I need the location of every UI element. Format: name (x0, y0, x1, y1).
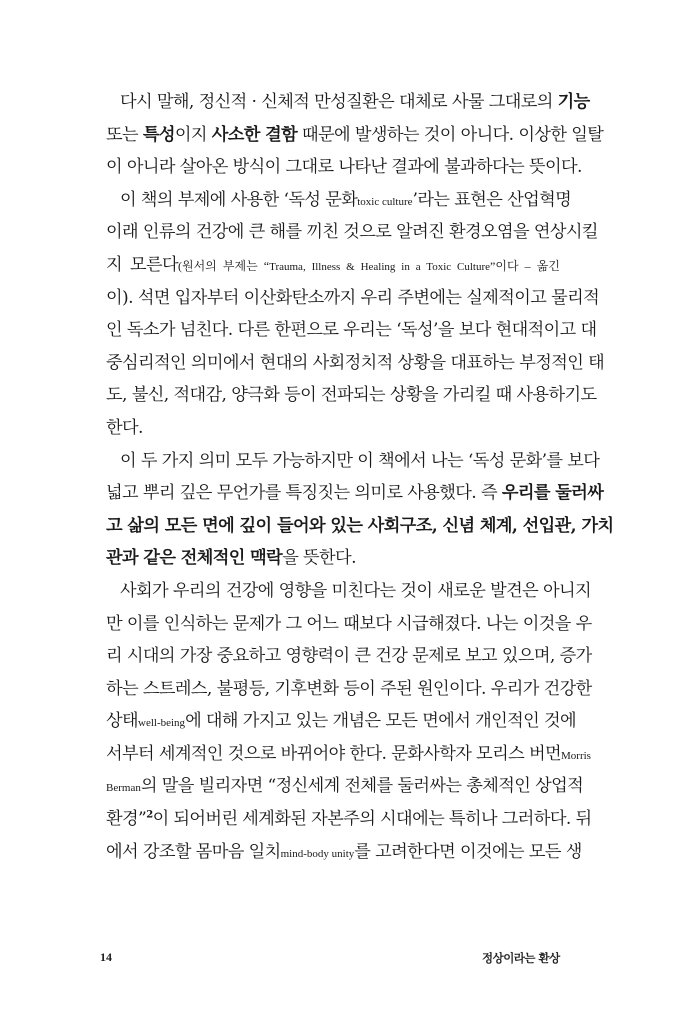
bold-text: 기능 (557, 92, 590, 112)
text-line (106, 119, 604, 152)
text-span: 지 모른다 (106, 254, 178, 275)
text-span: 이 두 가지 의미 모두 가능하지만 이 책에서 나는 ‘독성 문화’를 보다 (120, 450, 600, 471)
text-line (106, 445, 600, 478)
text-line (106, 803, 592, 836)
bold-text: 사소한 결함 (211, 124, 298, 145)
page-number: 14 (100, 950, 112, 964)
text-line (106, 282, 600, 315)
text-line (106, 738, 591, 771)
text-span: 리 시대의 가장 중요하고 영향력이 큰 건강 문제로 보고 있으며, 증가 (106, 646, 592, 667)
text-line (106, 347, 605, 380)
text-line (106, 184, 572, 217)
text-span: 넓고 뿌리 깊은 무언가를 특징짓는 의미로 사용했다. 즉 (106, 483, 502, 504)
text-span: 의 말을 빌리자면 “정신세계 전체를 둘러싸는 총체적인 상업적 (140, 776, 584, 797)
text-span: 이래 인류의 건강에 큰 해를 끼친 것으로 알려진 환경오염을 연상시킬 (106, 222, 598, 243)
text-span: 이). 석면 입자부터 이산화탄소까지 우리 주변에는 실제적이고 물리적 (106, 287, 600, 308)
latin-gloss: Trauma, Illness & Healing in a Toxic Culture (269, 260, 491, 273)
text-line (106, 510, 614, 543)
text-span: 사회가 우리의 건강에 영향을 미친다는 것이 새로운 발견은 아니지 (120, 580, 591, 601)
text-span: 이 아니라 살아온 방식이 그대로 나타난 결과에 불과하다는 뜻이다. (106, 157, 582, 178)
bold-text: 우리를 둘러싸 (501, 483, 604, 504)
text-span: 또는 (106, 124, 143, 145)
text-line (106, 249, 560, 282)
text-line (106, 836, 582, 869)
latin-gloss: well-being (138, 717, 186, 730)
text-span: 에서 강조할 몸마음 일치 (106, 841, 281, 862)
text-span: (원서의 부제는 “ (178, 258, 270, 273)
text-span: 인 독소가 넘친다. 다른 한편으로 우리는 ‘독성’을 보다 현대적이고 대 (106, 320, 597, 341)
text-line (106, 640, 592, 673)
text-span: 를 고려한다면 이것에는 모든 생 (354, 841, 582, 862)
text-span: 환경” (106, 809, 147, 830)
paragraph (106, 445, 614, 575)
text-line (106, 705, 577, 738)
latin-gloss: toxic culture (357, 195, 413, 208)
text-line (106, 575, 591, 608)
latin-gloss: Morris (561, 749, 591, 762)
text-line (106, 151, 582, 184)
text-span: 이 되어버린 세계화된 자본주의 시대에는 특히나 그러하다. 뒤 (152, 809, 592, 830)
text-line (106, 542, 560, 575)
paragraph (106, 184, 605, 445)
text-span: 이 책의 부제에 사용한 ‘독성 문화 (120, 189, 358, 210)
body-text (106, 86, 614, 868)
text-span: 때문에 발생하는 것이 아니다. 이상한 일탈 (297, 124, 604, 145)
text-span: 만 이를 인식하는 문제가 그 어느 때보다 시급해졌다. 나는 이것을 우 (106, 613, 592, 634)
footnote-ref: 2 (146, 809, 153, 821)
text-line (106, 379, 597, 412)
text-line (106, 770, 584, 803)
bold-text: 특성 (142, 124, 175, 145)
text-span: 을 뜻한다. (282, 548, 356, 569)
latin-gloss: Berman (106, 782, 141, 795)
text-line (106, 608, 592, 641)
text-span: ’라는 표현은 산업혁명 (412, 189, 572, 210)
text-span: ”이다 – 옮긴 (490, 258, 560, 273)
latin-gloss: mind-body unity (280, 847, 355, 860)
text-span: 한다. (106, 417, 143, 438)
text-line (106, 86, 590, 119)
text-line (106, 216, 598, 249)
text-span: 하는 스트레스, 불평등, 기후변화 등이 주된 원인이다. 우리가 건강한 (106, 678, 592, 699)
paragraph (106, 575, 592, 868)
text-span: 중심리적인 의미에서 현대의 사회정치적 상황을 대표하는 부정적인 태 (106, 352, 605, 373)
text-line (106, 412, 560, 445)
paragraph (106, 86, 604, 184)
bold-text: 관과 같은 전체적인 맥락 (106, 548, 283, 569)
text-span: 이지 (174, 124, 212, 145)
text-span: 도, 불신, 적대감, 양극화 등이 전파되는 상황을 가리킬 때 사용하기도 (106, 385, 597, 406)
text-span: 에 대해 가지고 있는 개념은 모든 면에서 개인적인 것에 (185, 711, 577, 732)
text-span: 상태 (106, 711, 139, 732)
running-header: 정상이라는 환상 (482, 951, 560, 965)
text-span: 다시 말해, 정신적 · 신체적 만성질환은 대체로 사물 그대로의 (120, 92, 558, 112)
text-line (106, 673, 592, 706)
text-line (106, 314, 597, 347)
text-span: 서부터 세계적인 것으로 바뀌어야 한다. 문화사학자 모리스 버먼 (106, 743, 561, 764)
bold-text: 고 삶의 모든 면에 깊이 들어와 있는 사회구조, 신념 체계, 선입관, 가치 (106, 515, 614, 536)
text-line (106, 477, 604, 510)
